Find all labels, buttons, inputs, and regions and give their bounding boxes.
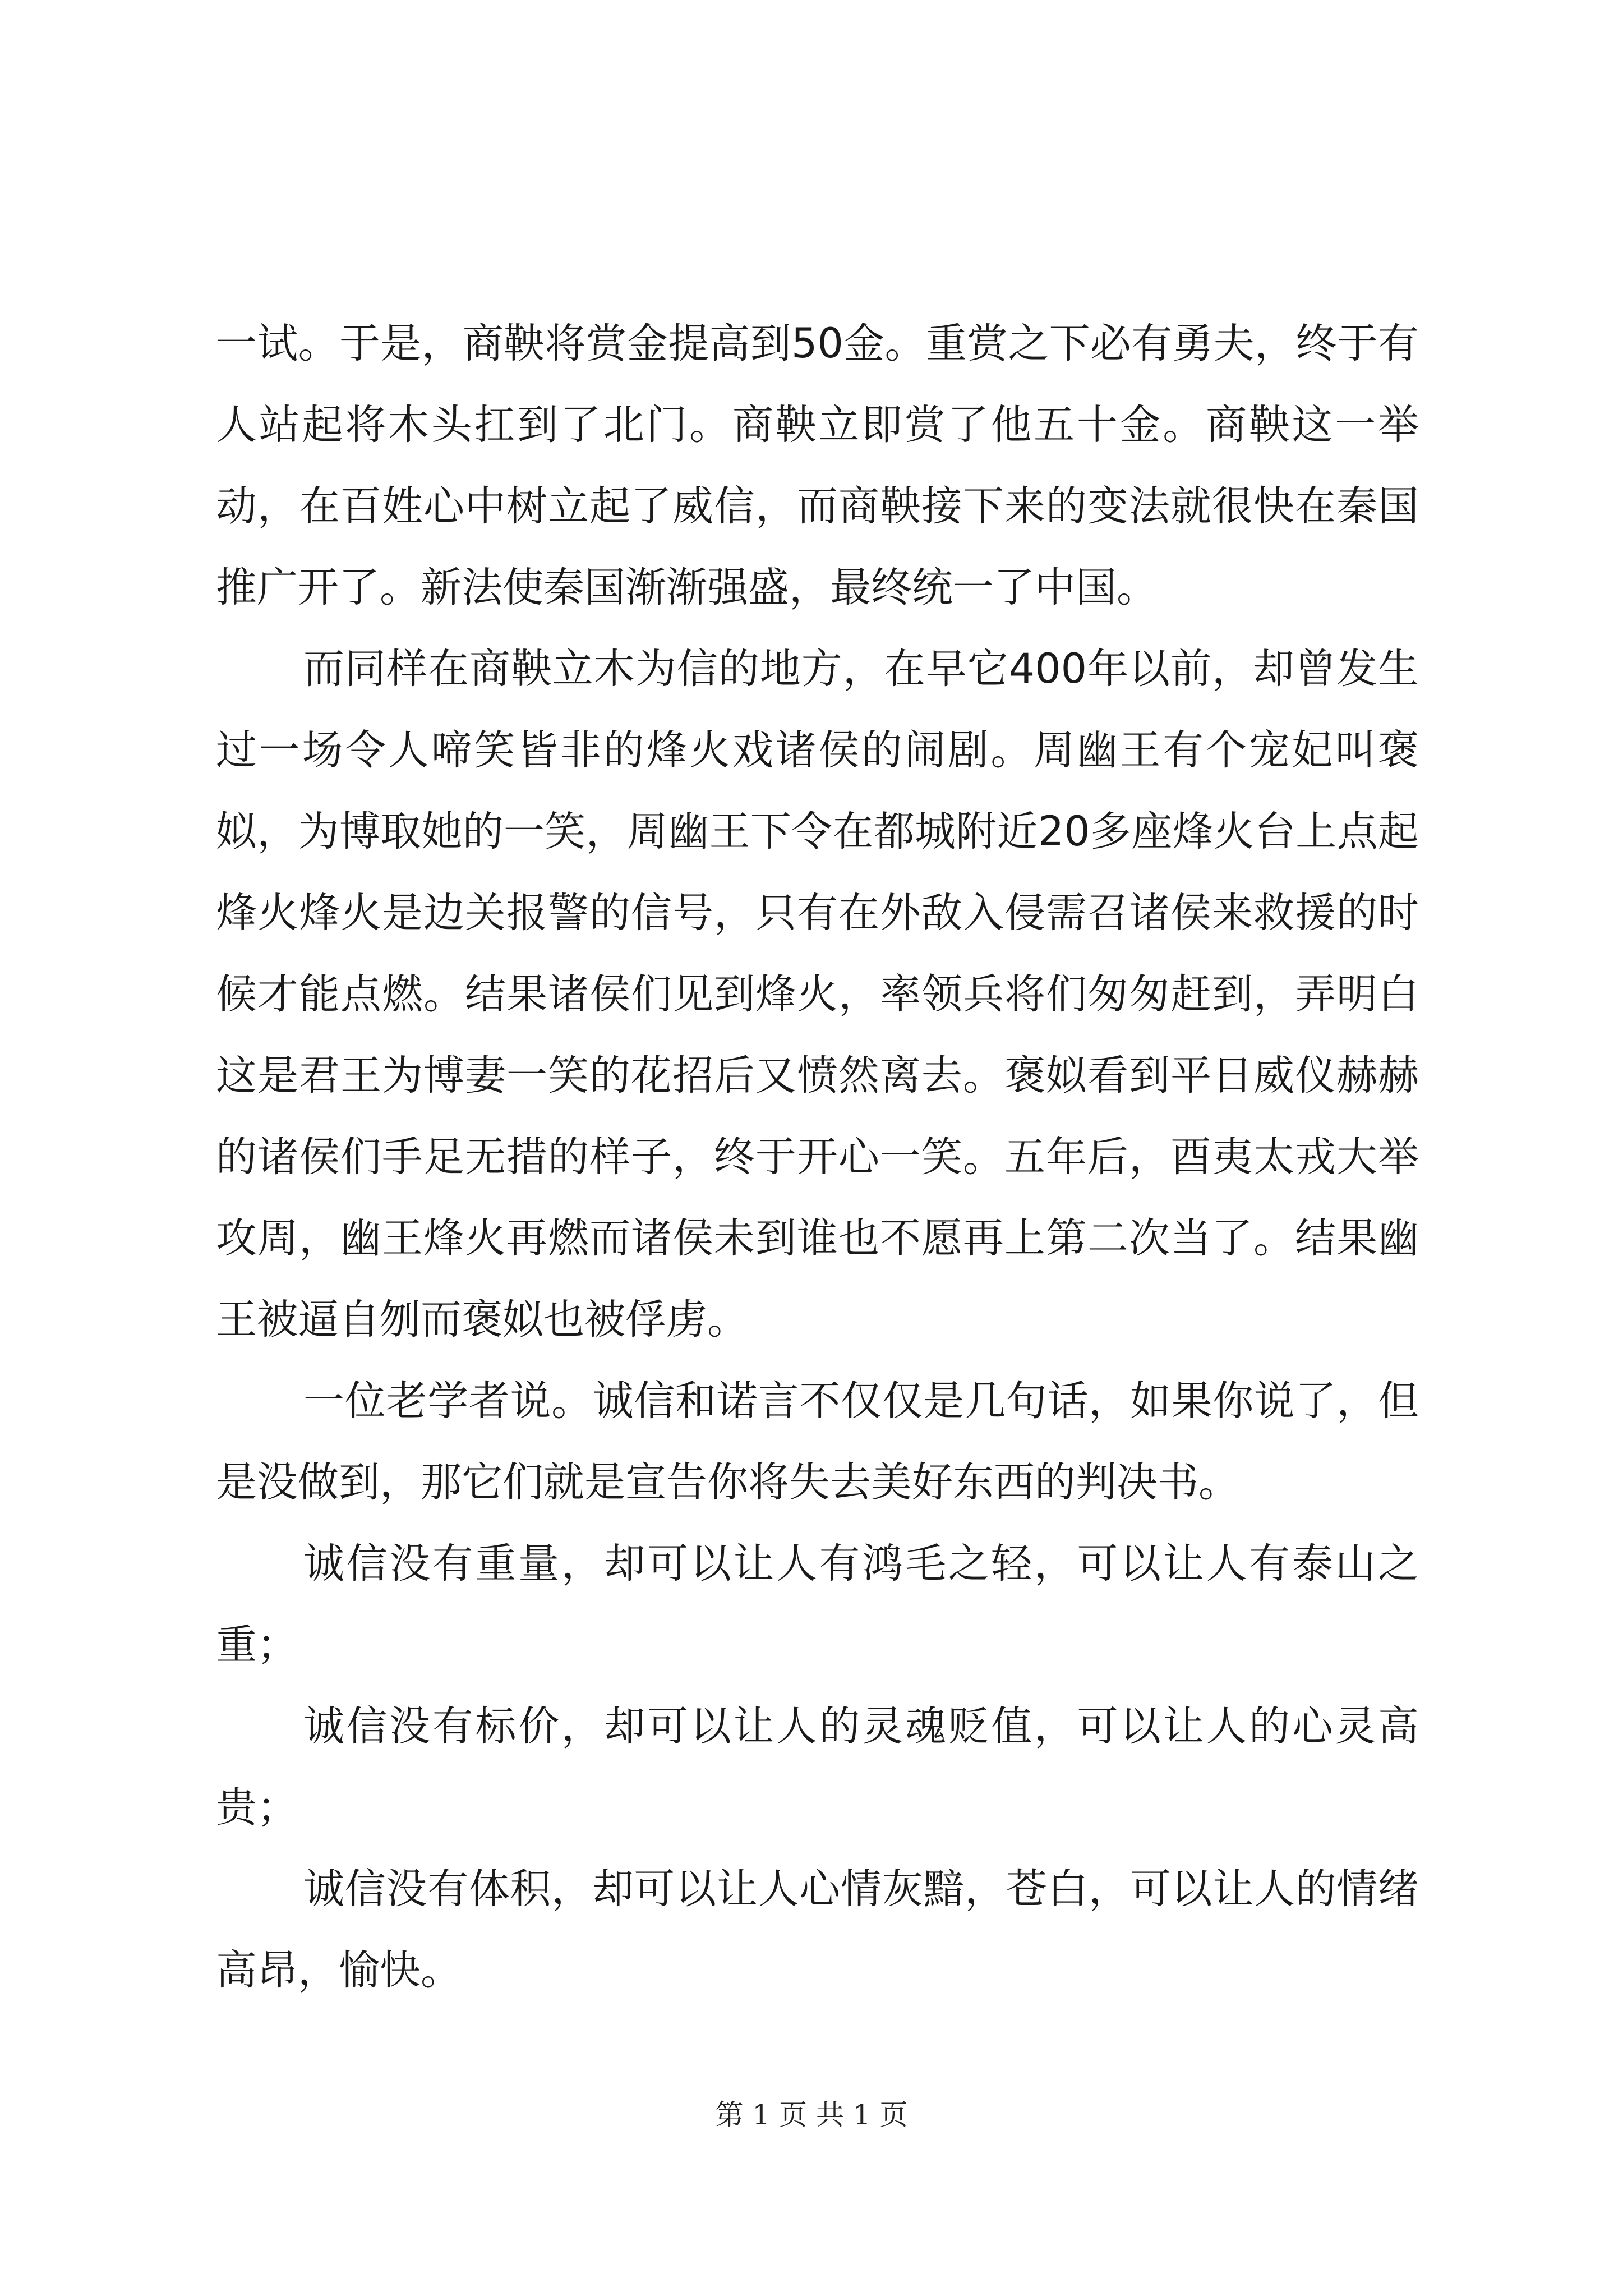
paragraph-integrity-weight: 诚信没有重量，却可以让人有鸿毛之轻，可以让人有泰山之重； [216,1540,1419,1669]
page-footer [0,2095,1623,2134]
paragraph-integrity-volume: 诚信没有体积，却可以让人心情灰黯，苍白，可以让人的情绪高昂，愉快。 [216,1865,1419,1994]
document-body [216,303,1419,2011]
paragraph-scholar-quote: 一位老学者说。诚信和诺言不仅仅是几句话，如果你说了，但是没做到，那它们就是宣告你将失去美好东西的判决书。 [216,1377,1419,1506]
paragraph-continuation: 一试。于是，商鞅将赏金提高到50金。重赏之下必有勇夫，终于有人站起将木头扛到了北门。商鞅立即赏了他五十金。商鞅这一举动，在百姓心中树立起了威信，而商鞅接下来的变法就很快在秦国推广开了。新法使秦国渐渐强盛，最终统一了中国。 [216,320,1419,611]
page-number-label: 第 1 页 共 1 页 [715,2099,908,2131]
paragraph-integrity-price: 诚信没有标价，却可以让人的灵魂贬值，可以让人的心灵高贵； [216,1703,1419,1832]
paragraph-beacon-story: 而同样在商鞅立木为信的地方，在早它400年以前，却曾发生过一场令人啼笑皆非的烽火戏诸侯的闹剧。周幽王有个宠妃叫褒姒，为博取她的一笑，周幽王下令在都城附近20多座烽火台上点起烽火烽火是边关报警的信号，只有在外敌入侵需召诸侯来救援的时候才能点燃。结果诸侯们见到烽火，率领兵将们匆匆赶到，弄明白这是君王为博妻一笑的花招后又愤然离去。褒姒看到平日威仪赫赫的诸侯们手足无措的样子，终于开心一笑。五年后，酉夷太戎大举攻周，幽王烽火再燃而诸侯未到谁也不愿再上第二次当了。结果幽王被逼自刎而褒姒也被俘虏。 [216,645,1419,1343]
